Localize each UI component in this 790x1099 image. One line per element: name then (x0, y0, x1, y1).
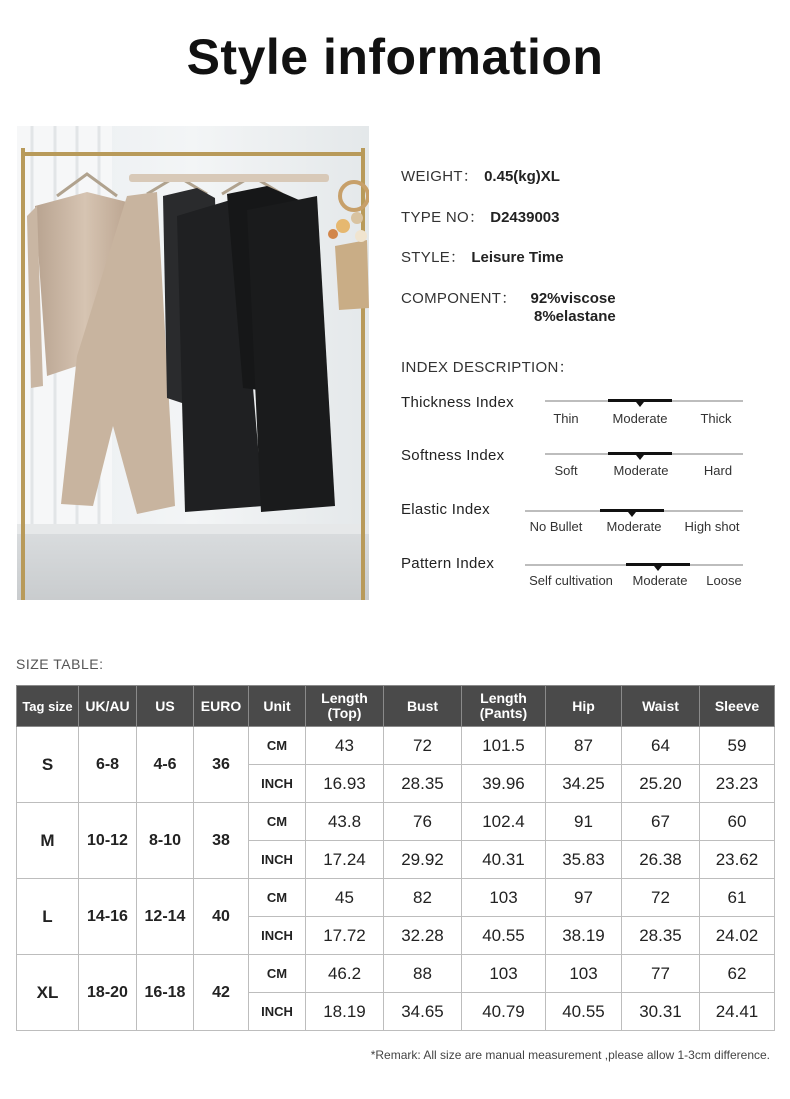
style-label: STYLE： (401, 249, 466, 266)
header-length-top (306, 686, 384, 727)
weight-label: WEIGHT： (401, 168, 479, 185)
length-top-cell: 17.72 (306, 917, 384, 955)
us-cell: 16-18 (137, 955, 194, 1031)
length-top-cell: 43.8 (306, 803, 384, 841)
product-photo (17, 126, 369, 600)
header-waist: Waist (622, 686, 700, 727)
uk-au-cell: 6-8 (79, 727, 137, 803)
length-pants-cell: 103 (462, 879, 546, 917)
hip-cell: 91 (546, 803, 622, 841)
length-pants-cell: 103 (462, 955, 546, 993)
table-row (17, 879, 775, 917)
header-unit: Unit (249, 686, 306, 727)
us-cell: 8-10 (137, 803, 194, 879)
length-top-cell: 16.93 (306, 765, 384, 803)
index-description-heading: INDEX DESCRIPTION： (401, 359, 574, 376)
hip-cell: 34.25 (546, 765, 622, 803)
type-no-label: TYPE NO： (401, 209, 485, 226)
bust-cell: 28.35 (384, 765, 462, 803)
header-uk-au: UK/AU (79, 686, 137, 727)
weight-spec (401, 165, 560, 186)
elastic-option-moderate: Moderate (606, 519, 662, 534)
sleeve-cell: 23.23 (700, 765, 775, 803)
table-row (17, 955, 775, 993)
euro-cell: 40 (194, 879, 249, 955)
unit-cell: CM (249, 879, 306, 917)
header-bust: Bust (384, 686, 462, 727)
header-tag-size: Tag size (17, 686, 79, 727)
component-value-1: 92%viscose (530, 290, 616, 307)
hip-cell: 40.55 (546, 993, 622, 1031)
thickness-index-label: Thickness Index (401, 394, 514, 411)
length-top-cell: 45 (306, 879, 384, 917)
bust-cell: 76 (384, 803, 462, 841)
length-top-cell: 17.24 (306, 841, 384, 879)
bust-cell: 72 (384, 727, 462, 765)
uk-au-cell: 18-20 (79, 955, 137, 1031)
length-pants-cell: 101.5 (462, 727, 546, 765)
header-length-top-line2: (Top) (327, 705, 362, 721)
unit-cell: CM (249, 727, 306, 765)
remark-note: *Remark: All size are manual measurement ,please allow 1-3cm difference. (370, 1048, 770, 1062)
uk-au-cell: 14-16 (79, 879, 137, 955)
softness-option-hard: Hard (703, 463, 733, 478)
softness-index-label: Softness Index (401, 447, 505, 464)
table-row (17, 803, 775, 841)
bust-cell: 34.65 (384, 993, 462, 1031)
bust-cell: 82 (384, 879, 462, 917)
euro-cell: 38 (194, 803, 249, 879)
header-length-pants (462, 686, 546, 727)
style-value: Leisure Time (471, 249, 564, 266)
elastic-option-no-bullet: No Bullet (529, 519, 583, 534)
sleeve-cell: 60 (700, 803, 775, 841)
thickness-pointer-icon (636, 402, 644, 407)
softness-option-soft: Soft (554, 463, 578, 478)
sleeve-cell: 23.62 (700, 841, 775, 879)
length-pants-cell: 40.55 (462, 917, 546, 955)
unit-cell: CM (249, 955, 306, 993)
size-table (16, 685, 775, 1031)
page-title: Style information (186, 29, 604, 85)
length-pants-cell: 40.79 (462, 993, 546, 1031)
softness-pointer-icon (636, 455, 644, 460)
unit-cell: INCH (249, 841, 306, 879)
length-pants-cell: 102.4 (462, 803, 546, 841)
tag-size-cell: XL (17, 955, 79, 1031)
waist-cell: 77 (622, 955, 700, 993)
style-spec (401, 246, 564, 267)
sleeve-cell: 62 (700, 955, 775, 993)
waist-cell: 64 (622, 727, 700, 765)
bust-cell: 29.92 (384, 841, 462, 879)
length-top-cell: 18.19 (306, 993, 384, 1031)
weight-value: 0.45(kg)XL (484, 168, 560, 185)
elastic-option-high-shot: High shot (684, 519, 740, 534)
us-cell: 12-14 (137, 879, 194, 955)
sleeve-cell: 61 (700, 879, 775, 917)
hip-cell: 38.19 (546, 917, 622, 955)
euro-cell: 42 (194, 955, 249, 1031)
elastic-pointer-icon (628, 512, 636, 517)
hip-cell: 103 (546, 955, 622, 993)
elastic-index-label: Elastic Index (401, 501, 490, 518)
size-table-label: SIZE TABLE: (16, 656, 104, 672)
thickness-option-thick: Thick (700, 411, 732, 426)
pattern-pointer-icon (654, 566, 662, 571)
thickness-option-moderate: Moderate (612, 411, 668, 426)
unit-cell: INCH (249, 917, 306, 955)
unit-cell: CM (249, 803, 306, 841)
waist-cell: 28.35 (622, 917, 700, 955)
size-table-header (17, 686, 775, 727)
hip-cell: 97 (546, 879, 622, 917)
pattern-index-label: Pattern Index (401, 555, 495, 572)
bust-cell: 32.28 (384, 917, 462, 955)
header-sleeve: Sleeve (700, 686, 775, 727)
header-length-pants-line1: Length (480, 690, 527, 706)
length-top-cell: 46.2 (306, 955, 384, 993)
waist-cell: 67 (622, 803, 700, 841)
component-value-2: 8%elastane (534, 308, 616, 325)
tag-size-cell: S (17, 727, 79, 803)
hip-cell: 35.83 (546, 841, 622, 879)
tag-size-cell: M (17, 803, 79, 879)
header-length-top-line1: Length (321, 690, 368, 706)
waist-cell: 26.38 (622, 841, 700, 879)
us-cell: 4-6 (137, 727, 194, 803)
type-no-value: D2439003 (490, 209, 560, 226)
length-pants-cell: 40.31 (462, 841, 546, 879)
pattern-option-self-cultivation: Self cultivation (529, 573, 613, 588)
header-euro: EURO (194, 686, 249, 727)
hip-cell: 87 (546, 727, 622, 765)
length-pants-cell: 39.96 (462, 765, 546, 803)
waist-cell: 30.31 (622, 993, 700, 1031)
sleeve-cell: 24.02 (700, 917, 775, 955)
table-row (17, 727, 775, 765)
bust-cell: 88 (384, 955, 462, 993)
waist-cell: 25.20 (622, 765, 700, 803)
unit-cell: INCH (249, 993, 306, 1031)
softness-option-moderate: Moderate (613, 463, 669, 478)
header-hip: Hip (546, 686, 622, 727)
sleeve-cell: 59 (700, 727, 775, 765)
uk-au-cell: 10-12 (79, 803, 137, 879)
component-label: COMPONENT： (401, 290, 517, 307)
waist-cell: 72 (622, 879, 700, 917)
sleeve-cell: 24.41 (700, 993, 775, 1031)
type-no-spec (401, 206, 559, 227)
thickness-option-thin: Thin (553, 411, 579, 426)
header-length-pants-line2: (Pants) (479, 705, 528, 721)
pattern-option-moderate: Moderate (632, 573, 688, 588)
unit-cell: INCH (249, 765, 306, 803)
header-us: US (137, 686, 194, 727)
component-spec (401, 287, 616, 308)
tag-size-cell: L (17, 879, 79, 955)
length-top-cell: 43 (306, 727, 384, 765)
pattern-option-loose: Loose (706, 573, 742, 588)
euro-cell: 36 (194, 727, 249, 803)
